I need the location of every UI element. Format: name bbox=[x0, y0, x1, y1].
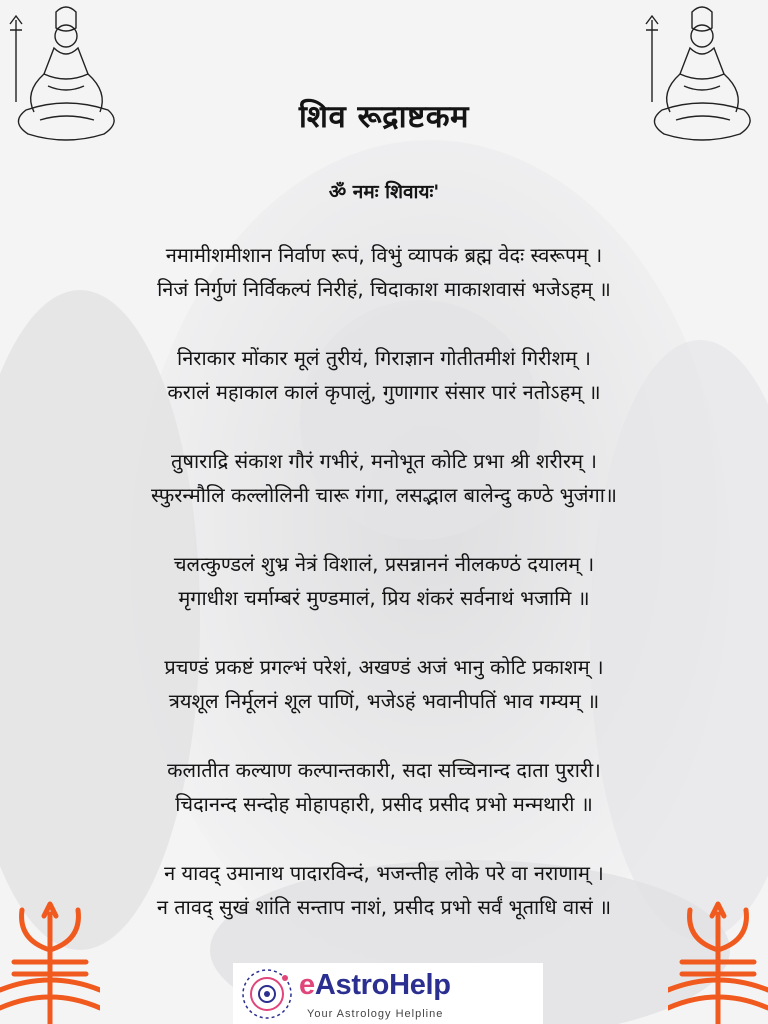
brand-name bbox=[299, 969, 451, 1002]
trishul-icon bbox=[668, 900, 768, 1024]
verse bbox=[0, 341, 768, 409]
brand-tagline: Your Astrology Helpline bbox=[307, 1008, 444, 1020]
verse-line: कलातीत कल्याण कल्पान्तकारी, सदा सच्चिनान्द दाता पुरारी। bbox=[167, 758, 601, 782]
verse bbox=[0, 547, 768, 615]
trishul-icon bbox=[0, 900, 100, 1024]
verse-line: मृगाधीश चर्माम्बरं मुण्डमालं, प्रिय शंकरं सर्वनाथं भजामि ॥ bbox=[178, 586, 590, 610]
verse-line: निराकार मोंकार मूलं तुरीयं, गिराज्ञान गोतीतमीशं गिरीशम् । bbox=[177, 346, 591, 370]
mantra-heading: ॐ नमः शिवायः' bbox=[328, 181, 440, 203]
verse-line: चिदानन्द सन्दोह मोहापहारी, प्रसीद प्रसीद प्रभो मन्मथारी ॥ bbox=[175, 792, 593, 816]
brand-logo[interactable] bbox=[233, 963, 543, 1024]
verse bbox=[0, 856, 768, 924]
verse bbox=[0, 444, 768, 512]
verse bbox=[0, 753, 768, 821]
verse-line: नमामीशमीशान निर्वाण रूपं, विभुं व्यापकं ब्रह्म वेदः स्वरूपम् । bbox=[165, 243, 603, 267]
verse-line: करालं महाकाल कालं कृपालुं, गुणागार संसार पारं नतोऽहम् ॥ bbox=[167, 380, 601, 404]
brand-name-prefix: e bbox=[299, 969, 315, 1001]
verse-list bbox=[0, 238, 768, 959]
verse bbox=[0, 238, 768, 306]
verse-line: निजं निर्गुणं निर्विकल्पं निरीहं, चिदाकाश माकाशवासं भजेऽहम् ॥ bbox=[157, 277, 611, 301]
verse-line: तुषाराद्रि संकाश गौरं गभीरं, मनोभूत कोटि प्रभा श्री शरीरम् । bbox=[171, 449, 597, 473]
page-title: शिव रूद्राष्टकम bbox=[298, 98, 470, 135]
verse bbox=[0, 650, 768, 718]
verse-line: त्रयशूल निर्मूलनं शूल पाणिं, भजेऽहं भवानीपतिं भाव गम्यम् ॥ bbox=[168, 689, 600, 713]
verse-line: स्फुरन्मौलि कल्लोलिनी चारू गंगा, लसद्भाल बालेन्दु कण्ठे भुजंगा॥ bbox=[151, 483, 617, 507]
verse-line: न तावद् सुखं शांति सन्ताप नाशं, प्रसीद प्रभो सर्वं भूताधि वासं ॥ bbox=[156, 895, 612, 919]
verse-line: चलत्कुण्डलं शुभ्र नेत्रं विशालं, प्रसन्नाननं नीलकण्ठं दयालम् । bbox=[173, 552, 595, 576]
planet-orbit-icon bbox=[239, 966, 295, 1022]
verse-line: न यावद् उमानाथ पादारविन्दं, भजन्तीह लोके परे वा नराणाम् । bbox=[164, 861, 604, 885]
verse-line: प्रचण्डं प्रकष्टं प्रगल्भं परेशं, अखण्डं अजं भानु कोटि प्रकाशम् । bbox=[164, 655, 604, 679]
brand-name-rest: AstroHelp bbox=[314, 969, 451, 1001]
